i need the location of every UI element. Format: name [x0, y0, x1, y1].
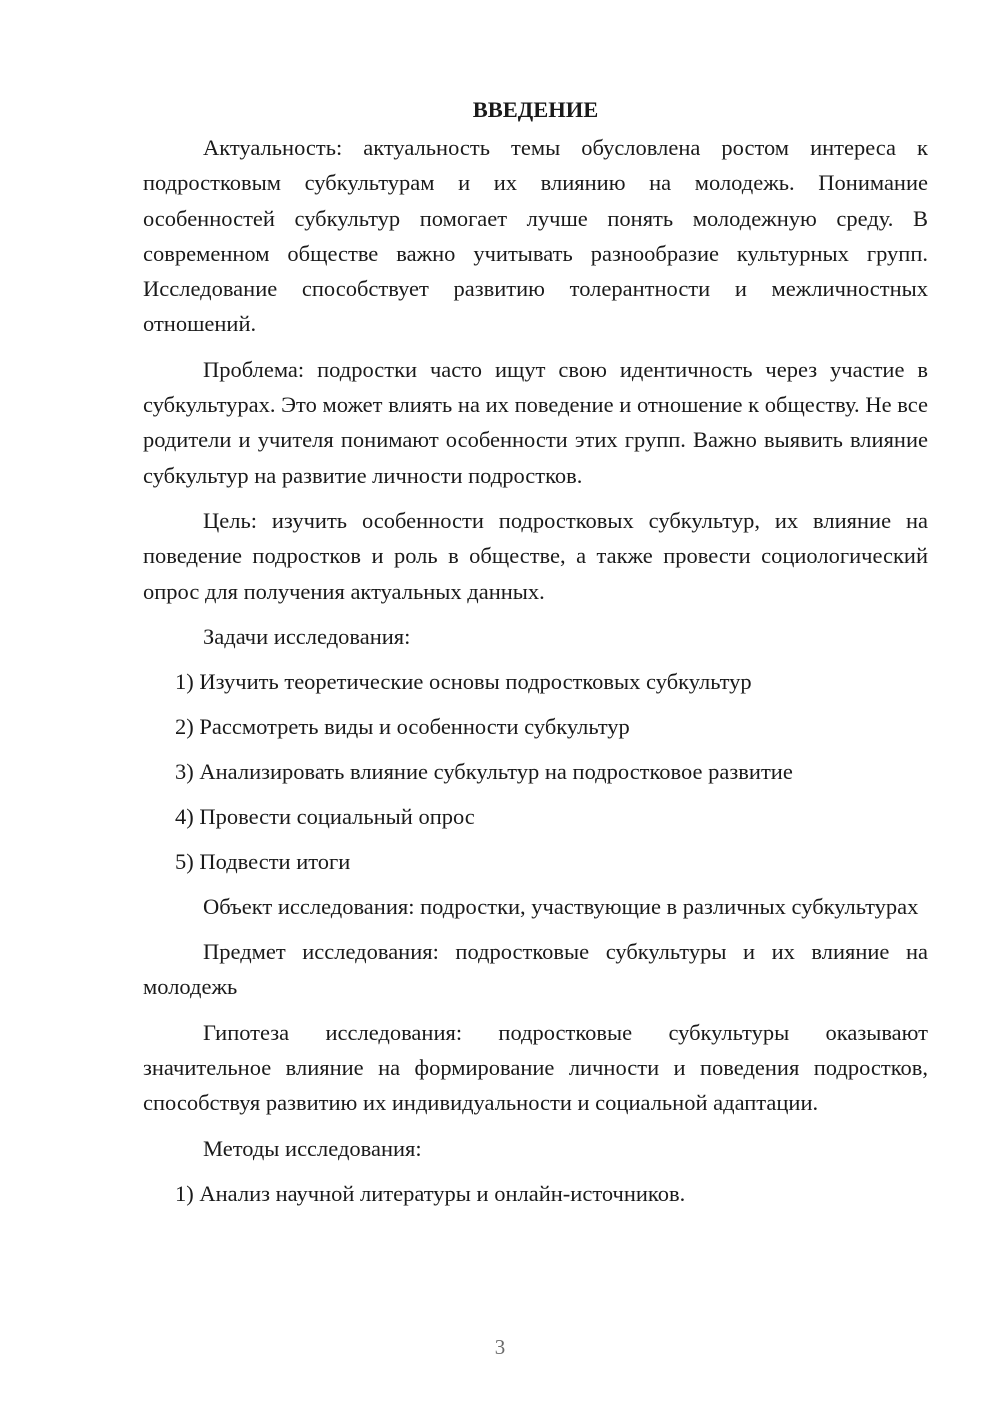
list-item: 4) Провести социальный опрос — [175, 803, 475, 829]
list-item: 3) Анализировать влияние субкультур на подростковое развитие — [175, 758, 793, 784]
tasks-list — [143, 664, 928, 879]
list-item: 5) Подвести итоги — [175, 848, 351, 874]
list-item: 1) Изучить теоретические основы подростковых субкультур — [175, 668, 752, 694]
problem-paragraph: Проблема: подростки часто ищут свою идентичность через участие в субкультурах. Это может влиять на их поведение и отношение к обществу. Не все родители и учителя понимают особенности этих групп. Важно выявить влияние субкультур на развитие личности подростков. — [143, 356, 928, 488]
goal-paragraph: Цель: изучить особенности подростковых субкультур, их влияние на поведение подростков и роль в обществе, а также провести социологический опрос для получения актуальных данных. — [143, 507, 928, 604]
relevance-paragraph: Актуальность: актуальность темы обусловлена ростом интереса к подростковым субкультурам и их влиянию на молодежь. Понимание особенностей субкультур помогает лучше понять молодежную среду. В современном обществе важно учитывать разнообразие культурных групп. Исследование способствует развитию толерантности и межличностных отношений. — [143, 135, 928, 337]
object-paragraph: Объект исследования: подростки, участвующие в различных субкультурах — [203, 893, 919, 919]
hypothesis-paragraph: Гипотеза исследования: подростковые субкультуры оказывают значительное влияние на формирование личности и поведения подростков, способствуя развитию их индивидуальности и социальной адаптации. — [143, 1019, 928, 1116]
page-title: ВВЕДЕНИЕ — [472, 97, 599, 122]
list-item: 1) Анализ научной литературы и онлайн-источников. — [175, 1180, 686, 1206]
methods-heading: Методы исследования: — [203, 1135, 422, 1161]
methods-list — [143, 1176, 928, 1211]
subject-paragraph: Предмет исследования: подростковые субкультуры и их влияние на молодежь — [143, 939, 928, 1000]
tasks-heading: Задачи исследования: — [203, 623, 411, 649]
document-page — [143, 92, 928, 1221]
list-item: 2) Рассмотреть виды и особенности субкультур — [175, 713, 630, 739]
page-number: 3 — [494, 1335, 506, 1359]
